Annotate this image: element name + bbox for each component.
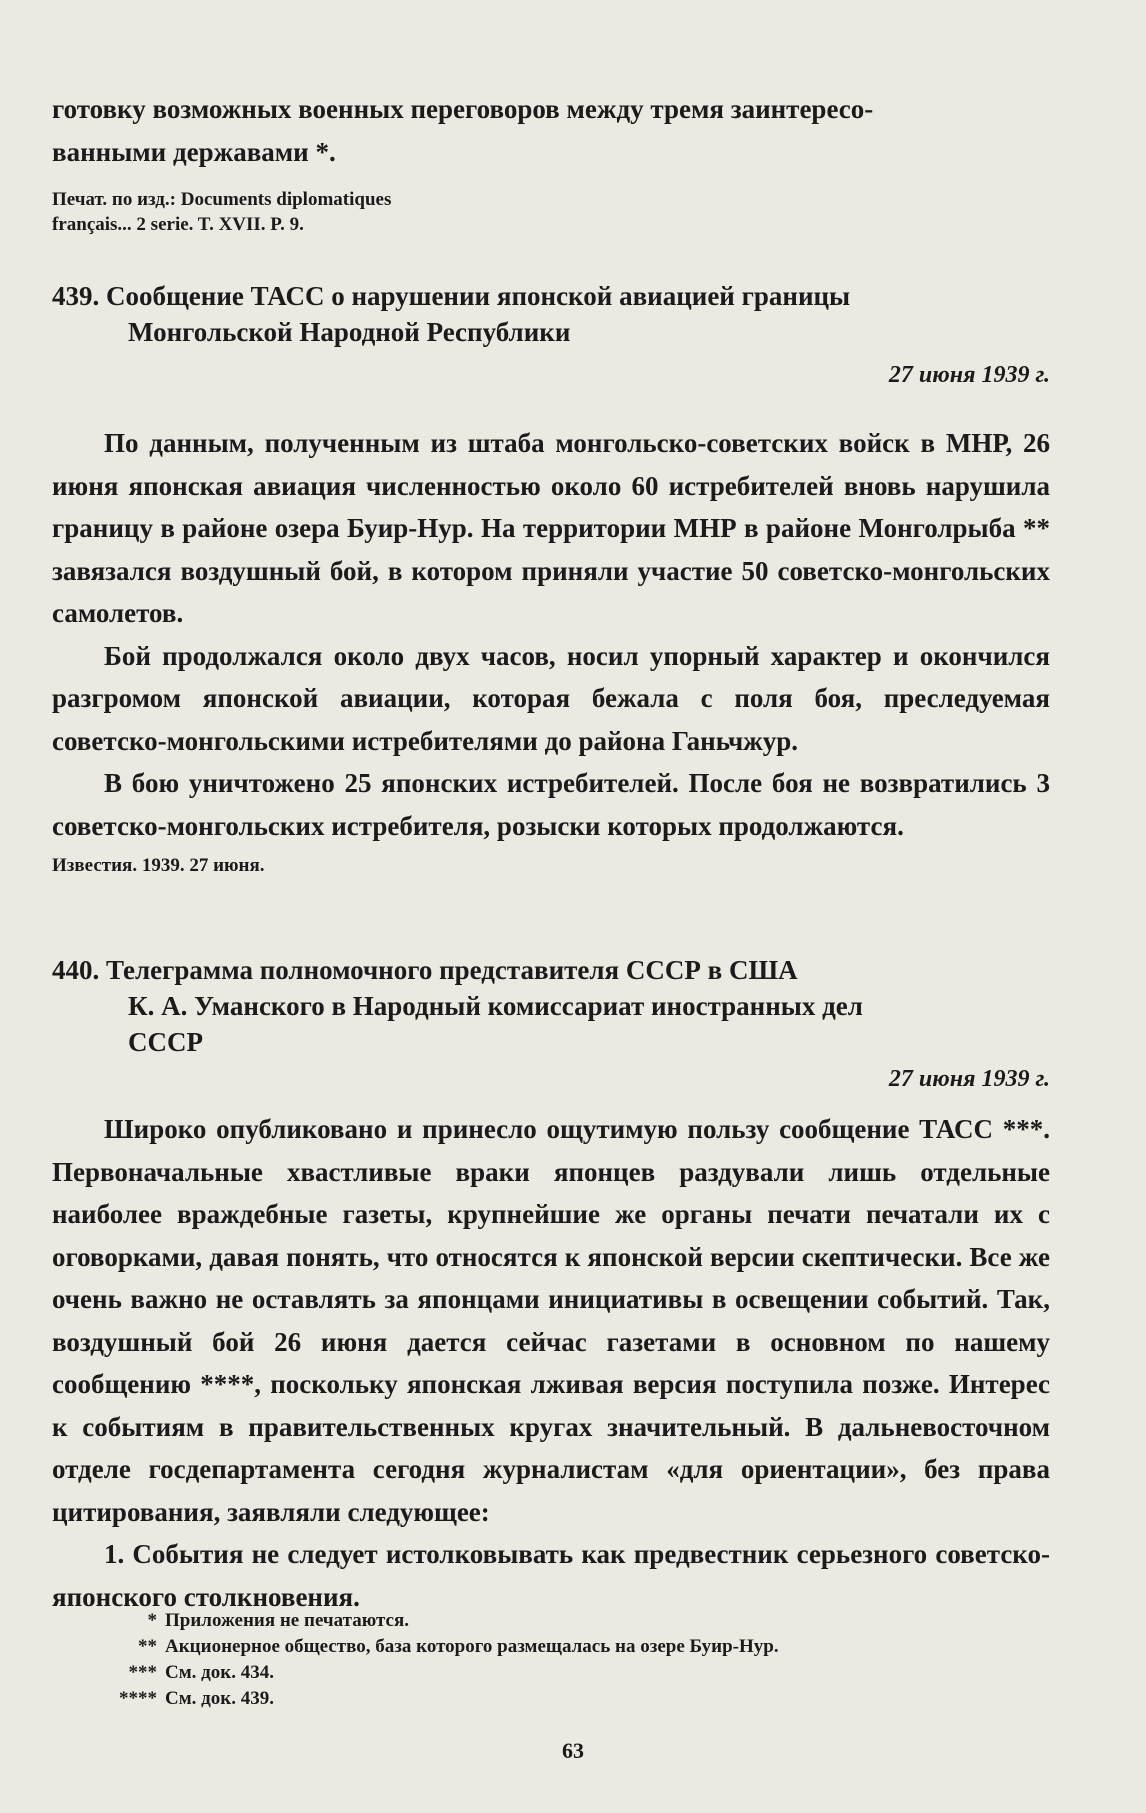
doc440-title-line-3: СССР xyxy=(128,1027,203,1057)
doc440-title-line-2: К. А. Уманского в Народный комиссариат иностранных дел xyxy=(128,991,863,1021)
footnote xyxy=(52,1634,1050,1660)
doc439-paragraph-3: В бою уничтожено 25 японских истребителей. После боя не возвратились 3 советско-монгольских истребителя, розыски которых продолжаются. xyxy=(52,768,1050,841)
footnote-mark: ** xyxy=(138,1636,157,1657)
intro-line-2: ванными державами *. xyxy=(52,136,336,167)
footnote-text: См. док. 434. xyxy=(165,1662,274,1683)
footnote xyxy=(52,1660,1050,1686)
intro-line-1: готовку возможных военных переговоров между тремя заинтересо- xyxy=(52,94,874,124)
doc439-body xyxy=(52,422,1050,878)
doc439-title xyxy=(52,278,1050,350)
doc440-number: 440. xyxy=(52,955,100,985)
doc439-number: 439. xyxy=(52,281,100,311)
doc440-paragraph-2: 1. События не следует истолковывать как предвестник серьезного советско-японского столкновения. xyxy=(52,1539,1050,1612)
footnotes xyxy=(52,1608,1050,1712)
doc440-heading xyxy=(52,952,1050,1060)
page-number: 63 xyxy=(562,1738,584,1763)
footnote-text: См. док. 439. xyxy=(165,1688,274,1709)
doc439-title-line-2: Монгольской Народной Республики xyxy=(128,317,571,347)
intro-source-line-1: Печат. по изд.: Documents diplomatiques xyxy=(52,189,392,210)
intro-section xyxy=(52,88,1050,237)
footnote-text: Приложения не печатаются. xyxy=(165,1610,409,1631)
doc440-title xyxy=(52,952,1050,1060)
footnote-mark: *** xyxy=(128,1662,157,1683)
doc439-date: 27 июня 1939 г. xyxy=(888,362,1050,388)
footnote xyxy=(52,1608,1050,1634)
intro-source-line-2: français... 2 serie. T. XVII. P. 9. xyxy=(52,214,304,235)
footnote-mark: * xyxy=(147,1610,157,1631)
doc440-body xyxy=(52,1108,1050,1618)
doc439-paragraph-1: По данным, полученным из штаба монгольско-советских войск в МНР, 26 июня японская авиация численностью около 60 истребителей вновь нарушила границу в районе озера Буир-Нур. На территории МНР в районе Монголрыба ** завязался воздушный бой, в котором приняли участие 50 советско-монгольских самолетов. xyxy=(52,428,1050,628)
doc440-title-line-1: Телеграмма полномочного представителя СССР в США xyxy=(106,955,798,985)
footnote-text: Акционерное общество, база которого размещалась на озере Буир-Нур. xyxy=(165,1636,779,1657)
doc440-date: 27 июня 1939 г. xyxy=(888,1066,1050,1092)
doc439-title-line-1: Сообщение ТАСС о нарушении японской авиацией границы xyxy=(106,281,851,311)
doc440-paragraph-1: Широко опубликовано и принесло ощутимую пользу сообщение ТАСС ***. Первоначальные хвастливые враки японцев раздували лишь отдельные наиболее враждебные газеты, крупнейшие же органы печати печатали их с оговорками, давая понять, что относятся к японской версии скептически. Все же очень важно не оставлять за японцами инициативы в освещении событий. Так, воздушный бой 26 июня дается сейчас газетами в основном по нашему сообщению ****, поскольку японская лживая версия поступила позже. Интерес к событиям в правительственных кругах значительный. В дальневосточном отделе госдепартамента сегодня журналистам «для ориентации», без права цитирования, заявляли следующее: xyxy=(52,1114,1050,1527)
doc439-paragraph-2: Бой продолжался около двух часов, носил упорный характер и окончился разгромом японской авиации, которая бежала с поля боя, преследуемая советско-монгольскими истребителями до района Ганьчжур. xyxy=(52,640,1050,756)
footnote-mark: **** xyxy=(119,1688,157,1709)
doc439-heading xyxy=(52,278,1050,350)
doc440-date-row xyxy=(52,1066,1050,1093)
doc439-date-row xyxy=(52,362,1050,389)
footnote xyxy=(52,1686,1050,1712)
doc439-source: Известия. 1939. 27 июня. xyxy=(52,855,265,876)
